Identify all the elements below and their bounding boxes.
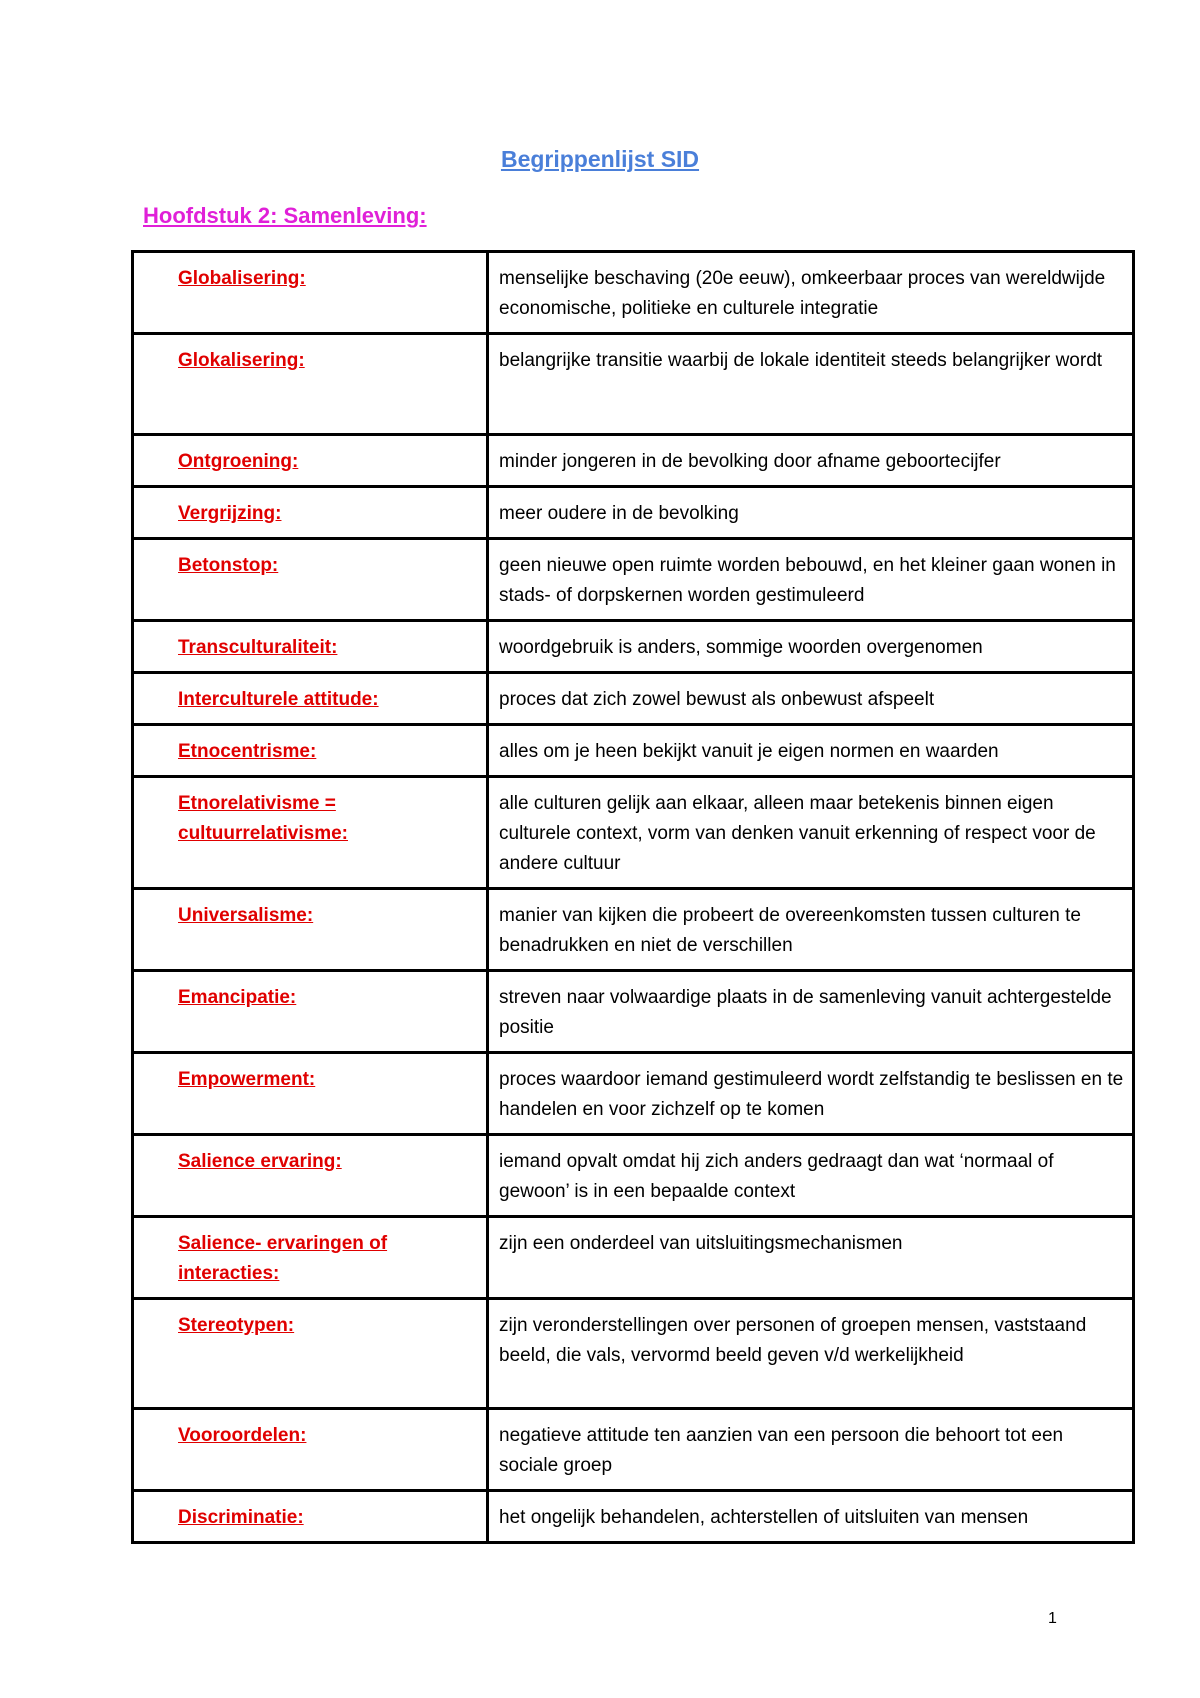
page-number: 1	[1048, 1610, 1057, 1627]
term-cell: Ontgroening:	[133, 435, 488, 487]
table-row	[133, 673, 1134, 725]
definition-cell: negatieve attitude ten aanzien van een persoon die behoort tot een sociale groep	[488, 1409, 1134, 1491]
definition-cell: alle culturen gelijk aan elkaar, alleen maar betekenis binnen eigen culturele context, vorm van denken vanuit erkenning of respect voor de andere cultuur	[488, 777, 1134, 889]
table-row	[133, 435, 1134, 487]
document-title: Begrippenlijst SID	[500, 146, 700, 172]
table-row	[133, 1409, 1134, 1491]
term-cell: Betonstop:	[133, 539, 488, 621]
table-row	[133, 487, 1134, 539]
table-row	[133, 1135, 1134, 1217]
term-cell: Discriminatie:	[133, 1491, 488, 1543]
term-cell: Glokalisering:	[133, 334, 488, 435]
term-cell: Universalisme:	[133, 889, 488, 971]
table-row	[133, 777, 1134, 889]
chapter-heading: Hoofdstuk 2: Samenleving:	[143, 203, 427, 228]
table-row	[133, 539, 1134, 621]
glossary-table	[131, 250, 1135, 1544]
definition-cell: proces dat zich zowel bewust als onbewust afspeelt	[488, 673, 1134, 725]
term-cell: Stereotypen:	[133, 1299, 488, 1409]
table-row	[133, 971, 1134, 1053]
term-cell: Interculturele attitude:	[133, 673, 488, 725]
term-cell: Vooroordelen:	[133, 1409, 488, 1491]
term-cell: Etnorelativisme = cultuurrelativisme:	[133, 777, 488, 889]
definition-cell: geen nieuwe open ruimte worden bebouwd, en het kleiner gaan wonen in stads- of dorpskernen worden gestimuleerd	[488, 539, 1134, 621]
table-row	[133, 334, 1134, 435]
definition-cell: iemand opvalt omdat hij zich anders gedraagt dan wat ‘normaal of gewoon’ is in een bepaalde context	[488, 1135, 1134, 1217]
definition-cell: manier van kijken die probeert de overeenkomsten tussen culturen te benadrukken en niet de verschillen	[488, 889, 1134, 971]
term-cell: Empowerment:	[133, 1053, 488, 1135]
definition-cell: menselijke beschaving (20e eeuw), omkeerbaar proces van wereldwijde economische, politieke en culturele integratie	[488, 252, 1134, 334]
term-cell: Salience ervaring:	[133, 1135, 488, 1217]
definition-cell: alles om je heen bekijkt vanuit je eigen normen en waarden	[488, 725, 1134, 777]
definition-cell: minder jongeren in de bevolking door afname geboortecijfer	[488, 435, 1134, 487]
definition-cell: proces waardoor iemand gestimuleerd wordt zelfstandig te beslissen en te handelen en voor zichzelf op te komen	[488, 1053, 1134, 1135]
table-row	[133, 252, 1134, 334]
table-row	[133, 889, 1134, 971]
term-cell: Salience- ervaringen of interacties:	[133, 1217, 488, 1299]
definition-cell: het ongelijk behandelen, achterstellen of uitsluiten van mensen	[488, 1491, 1134, 1543]
term-cell: Etnocentrisme:	[133, 725, 488, 777]
definition-cell: meer oudere in de bevolking	[488, 487, 1134, 539]
term-cell: Vergrijzing:	[133, 487, 488, 539]
table-row	[133, 1491, 1134, 1543]
table-row	[133, 725, 1134, 777]
table-row	[133, 621, 1134, 673]
table-row	[133, 1299, 1134, 1409]
definition-cell: belangrijke transitie waarbij de lokale identiteit steeds belangrijker wordt	[488, 334, 1134, 435]
term-cell: Transculturaliteit:	[133, 621, 488, 673]
definition-cell: streven naar volwaardige plaats in de samenleving vanuit achtergestelde positie	[488, 971, 1134, 1053]
definition-cell: woordgebruik is anders, sommige woorden overgenomen	[488, 621, 1134, 673]
table-row	[133, 1053, 1134, 1135]
term-cell: Emancipatie:	[133, 971, 488, 1053]
term-cell: Globalisering:	[133, 252, 488, 334]
table-row	[133, 1217, 1134, 1299]
definition-cell: zijn veronderstellingen over personen of groepen mensen, vaststaand beeld, die vals, vervormd beeld geven v/d werkelijkheid	[488, 1299, 1134, 1409]
definition-cell: zijn een onderdeel van uitsluitingsmechanismen	[488, 1217, 1134, 1299]
